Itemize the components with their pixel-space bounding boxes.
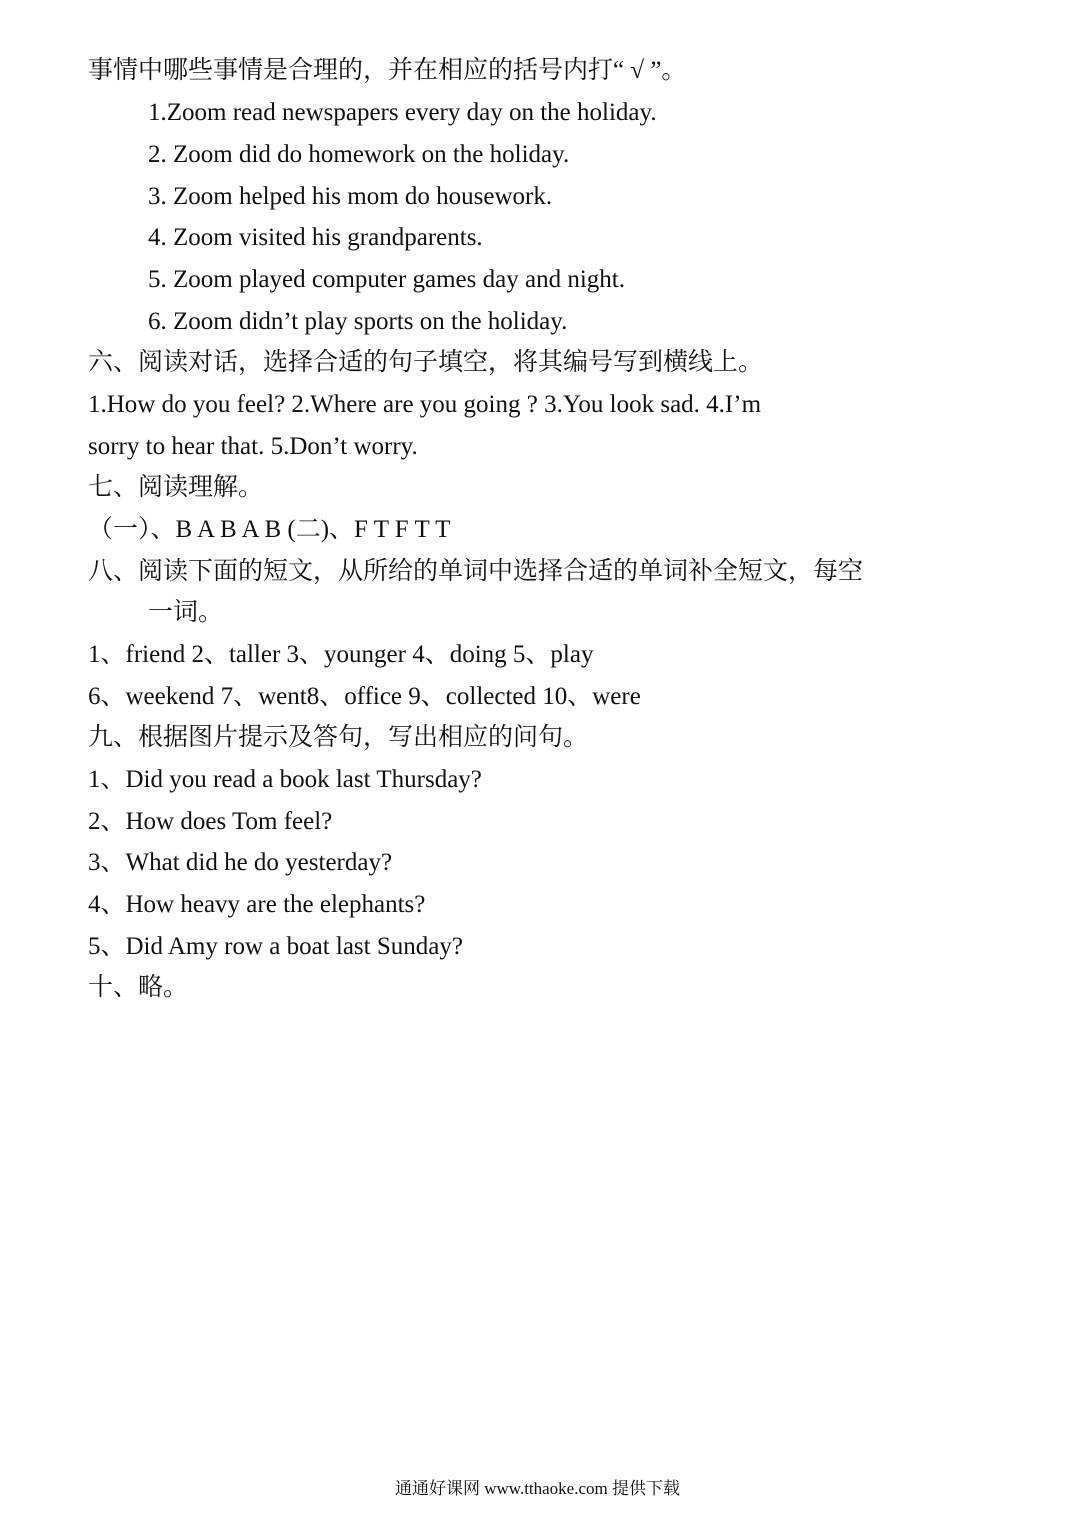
- section-6-answers-line-2: sorry to hear that. 5.Don’t worry.: [88, 433, 418, 460]
- statement-2: 2. Zoom did do homework on the holiday.: [148, 141, 570, 168]
- section-8-heading-cont: 一词。: [148, 599, 224, 626]
- statement-1: 1.Zoom read newspapers every day on the holiday.: [148, 99, 657, 126]
- section-6-heading: 六、阅读对话，选择合适的句子填空，将其编号写到横线上。: [88, 349, 764, 376]
- page-footer: 通通好课网 www.tthaoke.com 提供下载: [394, 1479, 681, 1498]
- section-8-answers-line-1: 1、friend 2、taller 3、younger 4、doing 5、play: [88, 641, 594, 668]
- statement-6: 6. Zoom didn’t play sports on the holiday.: [148, 308, 568, 335]
- section-9-answer-4: 4、How heavy are the elephants?: [88, 891, 426, 918]
- section-8-answers-line-2: 6、weekend 7、went8、office 9、collected 10、were: [88, 683, 641, 710]
- section-9-heading: 九、根据图片提示及答句，写出相应的问句。: [88, 724, 589, 751]
- section-7-answers: （一）、B A B A B (二)、F T F T T: [88, 516, 451, 543]
- section-6-answers-line-1: 1.How do you feel? 2.Where are you going ? 3.You look sad. 4.I’m: [88, 391, 762, 418]
- statement-5: 5. Zoom played computer games day and night.: [148, 266, 625, 293]
- section-7-heading: 七、阅读理解。: [88, 474, 264, 501]
- intro-line: 事情中哪些事情是合理的，并在相应的括号内打“ √ ”。: [88, 57, 687, 84]
- section-9-answer-2: 2、How does Tom feel?: [88, 808, 333, 835]
- section-8-heading: 八、阅读下面的短文，从所给的单词中选择合适的单词补全短文，每空: [88, 558, 864, 585]
- section-9-answer-3: 3、What did he do yesterday?: [88, 849, 393, 876]
- section-9-answer-5: 5、Did Amy row a boat last Sunday?: [88, 933, 463, 960]
- statement-3: 3. Zoom helped his mom do housework.: [148, 183, 553, 210]
- statement-4: 4. Zoom visited his grandparents.: [148, 224, 483, 251]
- section-9-answer-1: 1、Did you read a book last Thursday?: [88, 766, 482, 793]
- section-10-heading: 十、略。: [88, 974, 189, 1001]
